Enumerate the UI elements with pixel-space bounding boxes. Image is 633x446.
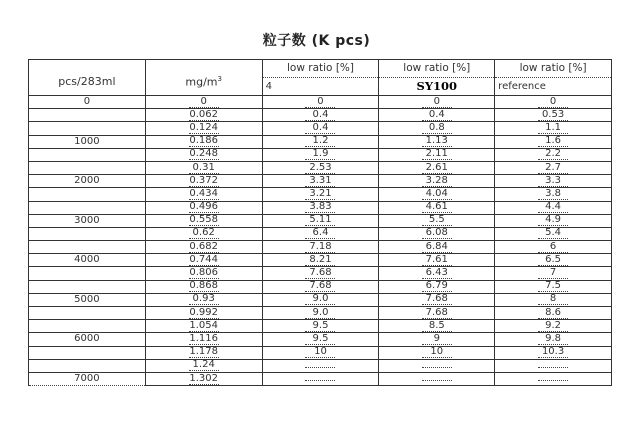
table-cell bbox=[145, 227, 262, 240]
header-mg-m3 bbox=[145, 60, 262, 96]
table-cell bbox=[29, 161, 146, 174]
table-cell bbox=[495, 122, 612, 135]
table-cell bbox=[262, 293, 379, 306]
header-low-ratio-4 bbox=[262, 60, 379, 96]
cell-value: 6.08 bbox=[422, 228, 452, 239]
cell-value: 8.21 bbox=[305, 255, 335, 266]
cell-value: 2.53 bbox=[305, 163, 335, 174]
table-cell bbox=[29, 307, 146, 320]
cell-value: 5.5 bbox=[422, 215, 452, 226]
table-cell: 5000 bbox=[29, 293, 146, 306]
table-row bbox=[29, 372, 612, 385]
cell-value: 1.2 bbox=[305, 136, 335, 147]
table-cell bbox=[495, 148, 612, 161]
table-cell bbox=[145, 135, 262, 148]
table-cell bbox=[262, 267, 379, 280]
cell-value: 0.62 bbox=[189, 228, 219, 239]
cell-value: 7.68 bbox=[422, 308, 452, 319]
table-cell bbox=[495, 254, 612, 267]
table-cell bbox=[379, 135, 495, 148]
header-low-ratio-reference bbox=[495, 60, 612, 96]
table-cell bbox=[145, 148, 262, 161]
table-cell bbox=[379, 109, 495, 122]
table-cell bbox=[29, 109, 146, 122]
table-cell bbox=[495, 135, 612, 148]
cell-value: 0.53 bbox=[538, 110, 568, 121]
cell-value: 6 bbox=[538, 242, 568, 253]
table-cell bbox=[495, 333, 612, 346]
cell-value: 4.9 bbox=[538, 215, 568, 226]
cell-value: 6.4 bbox=[305, 228, 335, 239]
cell-value: 8 bbox=[538, 294, 568, 305]
table-cell bbox=[262, 359, 379, 372]
table-cell bbox=[262, 201, 379, 214]
cell-value: 0.372 bbox=[189, 174, 218, 186]
table-cell: 3000 bbox=[29, 214, 146, 227]
table-cell bbox=[145, 280, 262, 293]
table-cell bbox=[262, 188, 379, 201]
table-cell bbox=[145, 372, 262, 385]
table-cell bbox=[495, 188, 612, 201]
cell-value: 3.83 bbox=[305, 202, 335, 213]
table-cell: 0 bbox=[29, 96, 146, 109]
table-cell bbox=[145, 214, 262, 227]
table-cell bbox=[379, 333, 495, 346]
cell-value: 10 bbox=[422, 347, 452, 358]
table-cell: 2000 bbox=[29, 175, 146, 188]
table-cell bbox=[145, 96, 262, 109]
cell-value: 6.79 bbox=[422, 281, 452, 292]
table-cell bbox=[29, 227, 146, 240]
table-cell bbox=[495, 227, 612, 240]
table-cell bbox=[262, 254, 379, 267]
header-low-ratio-4-top: low ratio [%] bbox=[263, 60, 379, 78]
cell-value: 0.558 bbox=[189, 214, 218, 226]
table-cell bbox=[145, 161, 262, 174]
table-cell bbox=[145, 333, 262, 346]
table-cell bbox=[379, 307, 495, 320]
table-cell: 7000 bbox=[29, 372, 146, 385]
cell-value: 10 bbox=[305, 347, 335, 358]
table-cell bbox=[262, 346, 379, 359]
cell-value: 2.11 bbox=[422, 149, 452, 160]
cell-value: 5.4 bbox=[538, 228, 568, 239]
table-cell bbox=[29, 320, 146, 333]
header-low-ratio-sy100-top: low ratio [%] bbox=[379, 60, 494, 78]
table-row bbox=[29, 122, 612, 135]
cell-value: 7.68 bbox=[422, 294, 452, 305]
table-cell bbox=[262, 148, 379, 161]
cell-value: 9.5 bbox=[305, 321, 335, 332]
table-cell bbox=[495, 267, 612, 280]
table-cell bbox=[29, 188, 146, 201]
cell-value: 6.84 bbox=[422, 242, 452, 253]
table-cell bbox=[495, 161, 612, 174]
cell-value bbox=[422, 367, 452, 368]
table-cell bbox=[495, 293, 612, 306]
table-cell bbox=[495, 307, 612, 320]
table-cell bbox=[145, 109, 262, 122]
table-row bbox=[29, 188, 612, 201]
cell-value: 3.8 bbox=[538, 189, 568, 200]
cell-value: 4.61 bbox=[422, 202, 452, 213]
table-row bbox=[29, 346, 612, 359]
table-row bbox=[29, 175, 612, 188]
table-cell bbox=[29, 280, 146, 293]
table-cell bbox=[379, 227, 495, 240]
cell-value: 1.9 bbox=[305, 149, 335, 160]
cell-value: 6.43 bbox=[422, 268, 452, 279]
table-cell bbox=[379, 175, 495, 188]
table-cell bbox=[379, 148, 495, 161]
table-cell bbox=[145, 320, 262, 333]
cell-value: 0.4 bbox=[305, 123, 335, 134]
cell-value: 0.496 bbox=[189, 201, 218, 213]
table-cell bbox=[29, 122, 146, 135]
table-cell bbox=[495, 359, 612, 372]
cell-value: 1.13 bbox=[422, 136, 452, 147]
table-cell bbox=[262, 227, 379, 240]
cell-value: 9.5 bbox=[305, 334, 335, 345]
table-row bbox=[29, 109, 612, 122]
table-row bbox=[29, 267, 612, 280]
table-cell bbox=[29, 201, 146, 214]
table-row bbox=[29, 280, 612, 293]
table-cell bbox=[495, 109, 612, 122]
table-row bbox=[29, 241, 612, 254]
table-cell bbox=[145, 293, 262, 306]
cell-value: 3.28 bbox=[422, 176, 452, 187]
table-row bbox=[29, 359, 612, 372]
cell-value: 0.186 bbox=[189, 135, 218, 147]
cell-value: 0.93 bbox=[189, 294, 219, 305]
cell-value: 1.302 bbox=[189, 372, 218, 384]
cell-value: 4.4 bbox=[538, 202, 568, 213]
table-cell bbox=[145, 346, 262, 359]
cell-value: 2.7 bbox=[538, 163, 568, 174]
table-cell bbox=[145, 201, 262, 214]
table-cell: 6000 bbox=[29, 333, 146, 346]
table-cell bbox=[262, 320, 379, 333]
table-cell bbox=[262, 161, 379, 174]
table-cell: 4000 bbox=[29, 254, 146, 267]
cell-value: 0.8 bbox=[422, 123, 452, 134]
table-cell bbox=[379, 372, 495, 385]
cell-value bbox=[305, 380, 335, 381]
header-low-ratio-reference-top: low ratio [%] bbox=[495, 60, 611, 78]
table-cell bbox=[262, 96, 379, 109]
table-cell bbox=[379, 320, 495, 333]
cell-value: 0.434 bbox=[189, 187, 218, 199]
table-cell bbox=[145, 122, 262, 135]
table-cell bbox=[379, 96, 495, 109]
table-cell bbox=[379, 122, 495, 135]
cell-value: 9 bbox=[422, 334, 452, 345]
cell-value: 0.062 bbox=[189, 108, 218, 120]
header-low-ratio-reference-bottom: reference bbox=[498, 81, 546, 92]
table-cell bbox=[145, 359, 262, 372]
cell-value bbox=[305, 367, 335, 368]
cell-value: 0.248 bbox=[189, 148, 218, 160]
table-cell bbox=[379, 214, 495, 227]
table-cell bbox=[379, 201, 495, 214]
table-cell bbox=[262, 175, 379, 188]
cell-value: 0.4 bbox=[422, 110, 452, 121]
cell-value: 0.124 bbox=[189, 121, 218, 133]
cell-value: 2.2 bbox=[538, 149, 568, 160]
table-cell bbox=[495, 201, 612, 214]
cell-value: 0 bbox=[422, 97, 452, 108]
table-cell bbox=[29, 241, 146, 254]
cell-value: 9.0 bbox=[305, 294, 335, 305]
cell-value: 2.61 bbox=[422, 163, 452, 174]
table-cell bbox=[145, 241, 262, 254]
table-row bbox=[29, 307, 612, 320]
table-cell bbox=[145, 307, 262, 320]
table-cell bbox=[145, 188, 262, 201]
cell-value: 9.8 bbox=[538, 334, 568, 345]
cell-value: 10.3 bbox=[538, 347, 568, 358]
table-row bbox=[29, 227, 612, 240]
cell-value: 0 bbox=[305, 97, 335, 108]
header-low-ratio-sy100 bbox=[379, 60, 495, 96]
table-cell bbox=[262, 307, 379, 320]
table-row bbox=[29, 161, 612, 174]
cell-value: 7 bbox=[538, 268, 568, 279]
table-row bbox=[29, 320, 612, 333]
cell-value: 0.31 bbox=[189, 163, 219, 174]
header-mg-m3-sup: 3 bbox=[217, 74, 222, 83]
table-row bbox=[29, 333, 612, 346]
header-mg-m3-base: mg/m bbox=[185, 75, 218, 89]
table-row bbox=[29, 201, 612, 214]
table-row bbox=[29, 293, 612, 306]
cell-value: 0.806 bbox=[189, 267, 218, 279]
cell-value: 0.682 bbox=[189, 240, 218, 252]
cell-value: 8.6 bbox=[538, 308, 568, 319]
cell-value: 1.178 bbox=[189, 346, 218, 358]
table-cell bbox=[262, 333, 379, 346]
table-cell bbox=[495, 96, 612, 109]
table-cell bbox=[379, 241, 495, 254]
table-cell bbox=[495, 372, 612, 385]
table-cell bbox=[262, 280, 379, 293]
cell-value: 7.68 bbox=[305, 281, 335, 292]
cell-value bbox=[422, 380, 452, 381]
cell-value: 7.61 bbox=[422, 255, 452, 266]
cell-value bbox=[538, 367, 568, 368]
cell-value: 3.21 bbox=[305, 189, 335, 200]
table-cell bbox=[145, 267, 262, 280]
cell-value: 3.31 bbox=[305, 176, 335, 187]
table-cell bbox=[262, 122, 379, 135]
table-cell bbox=[495, 280, 612, 293]
cell-value bbox=[538, 380, 568, 381]
table-cell bbox=[379, 346, 495, 359]
table-cell bbox=[262, 372, 379, 385]
table-cell: 1000 bbox=[29, 135, 146, 148]
cell-value: 1.24 bbox=[189, 360, 219, 371]
cell-value: 1.116 bbox=[189, 332, 218, 344]
header-low-ratio-4-bottom: 4 bbox=[265, 81, 272, 92]
table-cell bbox=[262, 214, 379, 227]
table-row bbox=[29, 214, 612, 227]
table-cell bbox=[495, 241, 612, 254]
table-cell bbox=[495, 214, 612, 227]
cell-value: 9.2 bbox=[538, 321, 568, 332]
cell-value: 7.68 bbox=[305, 268, 335, 279]
cell-value: 0.992 bbox=[189, 306, 218, 318]
header-low-ratio-sy100-bottom: SY100 bbox=[416, 79, 458, 93]
cell-value: 0 bbox=[538, 97, 568, 108]
cell-value: 0.4 bbox=[305, 110, 335, 121]
header-row bbox=[29, 60, 612, 96]
cell-value: 0.868 bbox=[189, 280, 218, 292]
cell-value: 5.11 bbox=[305, 215, 335, 226]
table-cell bbox=[262, 135, 379, 148]
table-body bbox=[29, 96, 612, 386]
cell-value: 7.5 bbox=[538, 281, 568, 292]
particle-ratio-table bbox=[28, 59, 612, 386]
table-title: 粒子数 (K pcs) bbox=[262, 33, 371, 49]
table-cell bbox=[262, 109, 379, 122]
cell-value: 4.04 bbox=[422, 189, 452, 200]
table-row bbox=[29, 254, 612, 267]
table-cell bbox=[145, 254, 262, 267]
table-cell bbox=[379, 359, 495, 372]
cell-value: 9.0 bbox=[305, 308, 335, 319]
table-cell bbox=[379, 188, 495, 201]
cell-value: 3.3 bbox=[538, 176, 568, 187]
table-cell bbox=[29, 346, 146, 359]
table-row bbox=[29, 96, 612, 109]
table-cell bbox=[379, 161, 495, 174]
table-cell bbox=[379, 267, 495, 280]
table-cell bbox=[145, 175, 262, 188]
table-cell bbox=[379, 254, 495, 267]
header-pcs: pcs/283ml bbox=[29, 60, 146, 96]
cell-value: 1.6 bbox=[538, 136, 568, 147]
cell-value: 0 bbox=[189, 97, 219, 108]
cell-value: 7.18 bbox=[305, 242, 335, 253]
cell-value: 8.5 bbox=[422, 321, 452, 332]
table-cell bbox=[262, 241, 379, 254]
table-cell bbox=[379, 293, 495, 306]
cell-value: 0.744 bbox=[189, 253, 218, 265]
table-cell bbox=[495, 320, 612, 333]
cell-value: 1.054 bbox=[189, 319, 218, 331]
table-row bbox=[29, 148, 612, 161]
cell-value: 1.1 bbox=[538, 123, 568, 134]
table-cell bbox=[495, 175, 612, 188]
table-cell bbox=[29, 359, 146, 372]
table-cell bbox=[379, 280, 495, 293]
table-row bbox=[29, 135, 612, 148]
table-cell bbox=[495, 346, 612, 359]
table-cell bbox=[29, 267, 146, 280]
cell-value: 6.5 bbox=[538, 255, 568, 266]
table-cell bbox=[29, 148, 146, 161]
